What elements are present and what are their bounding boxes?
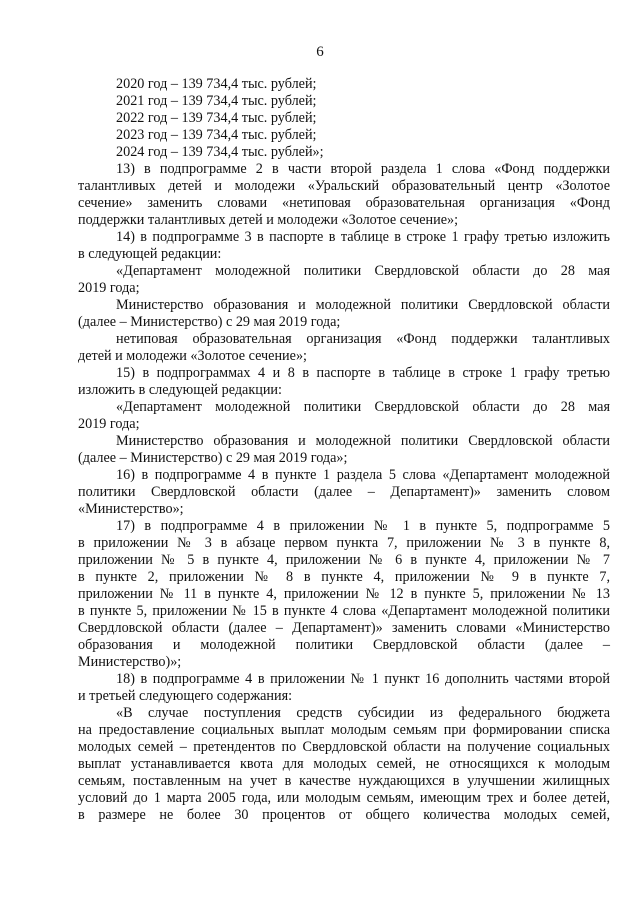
text-line: 17) в подпрограмме 4 в приложении № 1 в пункте 5, подпрограмме 5 bbox=[116, 518, 610, 534]
page-number: 6 bbox=[316, 44, 324, 60]
text-line: 15) в подпрограммах 4 и 8 в паспорте в таблице в строке 1 графу третью bbox=[116, 365, 610, 381]
text-line: выплат устанавливается квота для молодых семей, не относящихся к молодым bbox=[78, 756, 610, 772]
document-body bbox=[78, 76, 610, 824]
text-line: «Департамент молодежной политики Свердловской области до 28 мая bbox=[116, 263, 610, 279]
text-line: Министерство образования и молодежной политики Свердловской области bbox=[116, 297, 610, 313]
text-line: семьям, поставленным на учет в качестве нуждающихся в улучшении жилищных bbox=[78, 773, 610, 789]
text-line: в размере не более 30 процентов от общего количества молодых семей, bbox=[78, 807, 610, 823]
text-line: «В случае поступления средств субсидии из федерального бюджета bbox=[116, 705, 610, 721]
text-line: 2020 год – 139 734,4 тыс. рублей; bbox=[116, 76, 317, 92]
text-line: 18) в подпрограмме 4 в приложении № 1 пункт 16 дополнить частями второй bbox=[116, 671, 610, 687]
text-line: 2023 год – 139 734,4 тыс. рублей; bbox=[116, 127, 317, 143]
text-line: образования и молодежной политики Свердловской области (далее – bbox=[78, 637, 610, 653]
text-line: на предоставление социальных выплат молодым семьям при формировании списка bbox=[78, 722, 610, 738]
text-line: 2024 год – 139 734,4 тыс. рублей»; bbox=[116, 144, 324, 160]
text-line: (далее – Министерство) с 29 мая 2019 года; bbox=[78, 314, 341, 330]
text-line: в приложении № 3 в абзаце первом пункта 7, приложении № 3 в пункте 8, bbox=[78, 535, 610, 551]
text-line: сечение» заменить словами «нетиповая образовательная организация «Фонд bbox=[78, 195, 610, 211]
text-line: «Министерство»; bbox=[78, 501, 184, 517]
text-line: Министерство образования и молодежной политики Свердловской области bbox=[116, 433, 610, 449]
text-line: поддержки талантливых детей и молодежи «Золотое сечение»; bbox=[78, 212, 459, 228]
text-line: «Департамент молодежной политики Свердловской области до 28 мая bbox=[116, 399, 610, 415]
text-line: изложить в следующей редакции: bbox=[78, 382, 282, 398]
text-line: Министерство)»; bbox=[78, 654, 182, 670]
text-line: талантливых детей и молодежи «Уральский образовательный центр «Золотое bbox=[78, 178, 610, 194]
text-line: 16) в подпрограмме 4 в пункте 1 раздела 5 слова «Департамент молодежной bbox=[116, 467, 610, 483]
text-line: 13) в подпрограмме 2 в части второй раздела 1 слова «Фонд поддержки bbox=[116, 161, 610, 177]
text-line: 2022 год – 139 734,4 тыс. рублей; bbox=[116, 110, 317, 126]
text-line: в пункте 5, приложении № 15 в пункте 4 слова «Департамент молодежной политики bbox=[78, 603, 610, 619]
text-line: нетиповая образовательная организация «Фонд поддержки талантливых bbox=[116, 331, 610, 347]
text-line: в следующей редакции: bbox=[78, 246, 222, 262]
text-line: (далее – Министерство) с 29 мая 2019 года»; bbox=[78, 450, 348, 466]
text-line: 2021 год – 139 734,4 тыс. рублей; bbox=[116, 93, 317, 109]
text-line: приложении № 5 в пункте 4, приложении № 6 в пункте 4, приложении № 7 bbox=[78, 552, 610, 568]
text-line: политики Свердловской области (далее – Департамент)» заменить словом bbox=[78, 484, 610, 500]
text-line: Свердловской области (далее – Департамент)» заменить словами «Министерство bbox=[78, 620, 610, 636]
text-line: приложении № 11 в пункте 4, приложении № 12 в пункте 5, приложении № 13 bbox=[78, 586, 610, 602]
text-line: молодых семей – претендентов по Свердловской области на получение социальных bbox=[78, 739, 610, 755]
text-line: 14) в подпрограмме 3 в паспорте в таблице в строке 1 графу третью изложить bbox=[116, 229, 610, 245]
text-line: 2019 года; bbox=[78, 280, 140, 296]
text-line: в пункте 2, приложении № 8 в пункте 4, приложении № 9 в пункте 7, bbox=[78, 569, 610, 585]
text-line: и третьей следующего содержания: bbox=[78, 688, 293, 704]
text-line: 2019 года; bbox=[78, 416, 140, 432]
text-line: детей и молодежи «Золотое сечение»; bbox=[78, 348, 307, 364]
text-line: условий до 1 марта 2005 года, или молодым семьям, имеющим трех и более детей, bbox=[78, 790, 610, 806]
